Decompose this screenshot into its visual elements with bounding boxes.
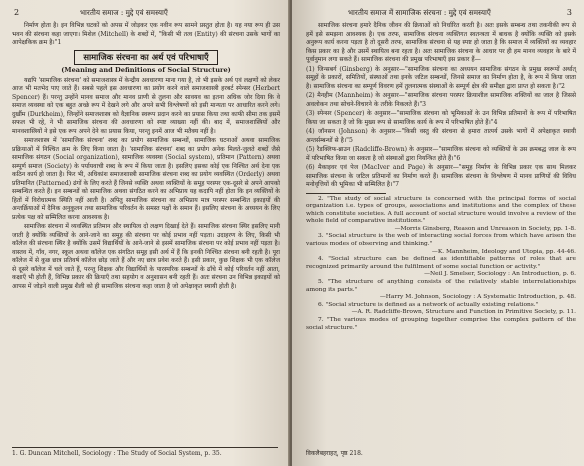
- definition-johnson: (4) जॉनसन (Johnson) के अनुसार—"किसी वस्तु की संरचना से हमारा तात्पर्य उसके भागों में अपेक्षाकृत स्थायी अन्तर्सम्बन्धों से है।"5: [306, 128, 576, 144]
- footnote-7: 7. "The various modes of grouping together comprise the complex pattern of the social structure.": [306, 317, 576, 331]
- left-running-title: भारतीय समाज : मुद्दे एवं समस्याएँ: [80, 8, 168, 17]
- definition-maciver-page: (6) मैकाइवर एवं पेज (MacIver and Page) के अनुसार—"समूह निर्माण के विभिन्न प्रकार एक साथ मिलकर सामाजिक संरचना के जटिल प्रतिमानों का निर्माण करते हैं। सामाजिक संरचना के विश्लेषण में मानव प्राणियों की विविध मनोवृत्तियों की भूमिका भी सम्मिलित है।"7: [306, 164, 576, 188]
- right-footer: विकलैबहराहत्, पृष्ठ 218.: [306, 450, 363, 457]
- footnote-5-source: —Harry M. Johnson, Sociology : A Systematic Introduction, p. 48.: [379, 294, 576, 301]
- left-paragraph-2: यद्यपि 'सामाजिक संरचना' को समाजशास्त्र में केन्द्रीय अवधारणा माना गया है, तो भी इसके अर्थ एवं लक्षणों को लेकर आज भी मतभेद पाए जाते हैं। सबसे पहले इस अवधारणा का प्रयोग करने वाले समाजशास्त्री हरबर्ट स्पेन्सर (Herbert Spencer) हैं। परन्तु उन्होंने मानव समाज और मानव प्राणी से तुलना और सावयव का इतना अधिक जोर दिया कि वे समाज व्यवस्था को एक बहुत अच्छे रूप में देखने लगे और अपने सभी विश्लेषणों को इसी मान्यता पर आधारित करने लगे। दुर्खीम (Durkheim), जिन्होंने समाजशास्त्र को वैज्ञानिक स्वरूप प्रदान करने का प्रयास किया तथा काफी सीमा तक इसमें सफल भी रहे, ने भी सामाजिक संरचना की अवधारणा को स्पष्ट व्याख्या नहीं की। बाद में, समाजशास्त्रियों और मानवशास्त्रियों ने इसे एक रूप अपने देने का प्रयास किया, परन्तु इनमें आज भी मतैक्य नहीं है।: [12, 76, 280, 135]
- section-heading-box: [12, 50, 280, 65]
- footnote-3-source: —K. Mannheim, Ideology and Utopia, pp. 44-46.: [431, 248, 576, 255]
- left-page-number: 2: [14, 8, 20, 17]
- left-page: [0, 0, 290, 466]
- left-header: [0, 6, 290, 20]
- definition-spencer: (3) स्पेन्सर (Spencer) के अनुसार—"सामाजिक संरचना को भूमिकाओं के उन विभिन्न प्रतिमानों के रूप में परिभाषित किया जा सकता है जो कि मुख्य रूप से सामाजिक कार्य के रूप में परिभाषित होते हैं।"4: [306, 110, 576, 126]
- footnote-6-source: —A. R. Radcliffe-Brown, Structure and Function in Primitive Society, p. 11.: [351, 309, 576, 316]
- right-text-column: [306, 22, 576, 332]
- footnote-4: 4. "Social structure can be defined as identifiable patterns of roles that are recognized primarily around the fulfilment of some social function or activity.": [306, 256, 576, 270]
- section-title: सामाजिक संरचना का अर्थ एवं परिभाषाएँ: [74, 50, 217, 65]
- definition-ginsberg: (1) जिन्सबर्ग (Ginsberg) के अनुसार—"सामाजिक संरचना का अध्ययन सामाजिक संगठन के प्रमुख स्वरूपों अर्थात् समूहों के प्रकारों, समितियों, संस्थाओं तथा इनके जटिल सम्बन्धों, जिनसे समाज का निर्माण होता है, के रूप में किया जाता है। सामाजिक संरचना का सम्पूर्ण विवरण हमें तुलनात्मक संस्थाओं के सम्पूर्ण क्षेत्र की समीक्षा द्वारा प्राप्त हो सकता है।"2: [306, 65, 576, 90]
- left-paragraph-3: समाजशास्त्र में 'सामाजिक संरचना' शब्द का प्रयोग सामाजिक सम्बन्धों, सामाजिक घटनाओं अथवा सामाजिक प्रक्रियाओं में निश्चित क्रम के लिए किया जाता है। 'सामाजिक संरचना' शब्द का प्रयोग अनेक मिलते-जुलते शब्दों जैसे सामाजिक संगठन (Social organization), सामाजिक व्यवस्था (Social system), प्रतिमान (Pattern) अथवा सम्पूर्ण समाज (Society) के पर्यायवाची शब्द के रूप में किया जाता है। इसलिए इसका कोई एक निश्चित अर्थ देना एक कठिन कार्य हो जाता है। फिर भी, अधिकांश समाजशास्त्री सामाजिक संरचना शब्द का प्रयोग व्यवस्थित (Orderly) अथवा प्रतिमानित (Patterned) ढंगों के लिए करते हैं जिनसे व्यक्ति अथवा व्यक्तियों के समूह परस्पर एक-दूसरे से अपने आपको सम्बन्धित करते हैं। इन सम्बन्धों को सामाजिक अथवा संगठित करने का अभिप्राय यह कदापि नहीं होता कि इन व्यक्तियों के हितों में विरोधात्मक स्थिति नहीं आती है। अपितु सामाजिक संरचना का अभिप्राय मात्र परस्पर सम्बन्धित इकाइयों की अन्तर्क्रियाओं में दैनिक अनुकूलन तथा सामाजिक परिवर्तन के समस्त पक्षों के समान हैं। इसलिए संरचना के अध्ययन के लिए प्रत्येक पक्ष को सम्मिलित करना आवश्यक है।: [12, 137, 280, 221]
- right-running-title: भारतीय समाज में सामाजिक संरचना : मुद्दे एवं समस्याएँ: [348, 8, 491, 17]
- section-subtitle: (Meaning and Definitions of Social Structure): [61, 65, 231, 74]
- footnote-3: 3. "Social structure is the web of interacting social forces from which have arisen the various modes of observing and thinking.": [306, 233, 576, 248]
- right-intro-paragraph: सामाजिक संरचना हमारे दैनिक जीवन की क्रियाओं को निर्धारित करती है। अतः इसके सम्बन्ध तथा तकनीकी रूप से हमें इसे समझना आवश्यक है। एक तरफ, सामाजिक संरचना व्यक्तिगत स्वतन्त्रता में बाधक है क्योंकि व्यक्ति को इसके अनुरूप कार्य करना पड़ता है तो दूसरी तरफ, सामाजिक संरचना से यह स्पष्ट हो जाता है कि समाज में व्यक्तियों का व्यवहार किस प्रकार का है और उसमें स्थायित्व बना रहता है। अतः सामाजिक संरचना के आधार पर ही हम मानव व्यवहार के बारे में पूर्वानुमान लगा सकते हैं। सामाजिक संरचना की प्रमुख परिभाषाएँ इस प्रकार हैं—: [306, 22, 576, 63]
- definition-mannheim: (2) मैनहीम (Mannheim) के अनुसार—"सामाजिक संरचना परस्पर क्रियाशील सामाजिक शक्तियों का जाल है जिससे अवलोकन तथा सोचने-विचारने के तरीके निकलते हैं।"3: [306, 92, 576, 108]
- footnote-rule: [306, 193, 386, 194]
- right-page-number: 3: [566, 8, 572, 17]
- footnote-5: 5. "The structure of anything consists of the relatively stable interrelationships among its parts.": [306, 279, 576, 293]
- right-header: [292, 6, 584, 20]
- footnote-6: 6. "Social structure is defined as a network of actually existing relations.": [318, 301, 539, 308]
- left-footnote: 1. G. Duncan Mitchell, Sociology : The Study of Social System, p. 35.: [12, 447, 278, 458]
- footnote-2: 2. "The study of social structure is concerned with the principal forms of social organization i.e. types of groups, associations and institutions and the complex of these which constitute societies. A full account of social structure would involve a review of the whole field of comparative institutions.": [306, 195, 576, 225]
- definition-radcliffe-brown: (5) रैडक्लिफ-ब्राउन (Radcliffe-Brown) के अनुसार—"सामाजिक संरचना को व्यक्तियों के उस क्रमबद्ध जाल के रूप में परिभाषित किया जा सकता है जो संस्थाओं द्वारा नियन्त्रित होते हैं।"6: [306, 146, 576, 162]
- right-page: [292, 0, 584, 466]
- left-paragraph-1: निर्माण होता है। इन विभिन्न घटकों को अपस में जोड़कर एक नवीन रूप सामने प्रस्तुत होता है। यह नया रूप ही उस भवन की संरचना कहा जाएगा। मिशेल (Mitchell) के शब्दों में, "किसी भी तत्व (Entity) की संरचना उसके भागों का आपेक्षकिक क्रम है।"1: [12, 22, 280, 46]
- footnote-4-source: —Neil J. Smelser, Sociology : An Introduction, p. 6.: [424, 271, 576, 278]
- footnote-2-source: —Morris Ginsberg, Reason and Unreason in Society, pp. 1-8.: [394, 225, 576, 232]
- left-text-column: [12, 22, 280, 292]
- left-paragraph-4: सामाजिक संरचना में व्यवस्थित प्रतिमान और स्थायित्व दो लक्षण दिखाई देते हैं। सामाजिक संरचना स्थिर इसलिए मानी जाती है क्योंकि व्यक्तियों के आने-जाने का समूह की संरचना पर कोई प्रभाव नहीं पड़ता। उदाहरण के लिए, किसी भी कॉलेज की संरचना स्थिर है क्योंकि उसमें विद्यार्थियों के आने-जाने से इसमें सामाजिक संरचना पर कोई प्रभाव नहीं पड़ता है। वास्तव में, गाँव, नगर, स्कूल अथवा कॉलेज एक संगठित समूह इसी अर्थ में हैं कि इनकी निश्चित संरचना बनी रहती है। पूरा कॉलेज में से कुछ छात्र प्रतिवर्ष कॉलेज छोड़ जाते हैं और नए छात्र प्रवेश करते हैं। इसी प्रकार, कुछ शिक्षक भी एक कॉलेज से दूसरे कॉलेज में चले जाते हैं, परन्तु शिक्षक और विद्यार्थियों के पारस्परिक सम्बन्धों के ढाँचे में कोई परिवर्तन नहीं आता, कक्षाएँ भी होती हैं, विभिन्न प्रकार की क्रियाएँ तथा सहयोग व अनुशासन बनी रहती हैं। अतः संरचना उन विभिन्न इकाइयों को आपस में जोड़ने वाली प्रमुख शैली को ही सामाजिक संरचना कहा जाता है जो अपेक्षाकृत स्थायी होती है।: [12, 223, 280, 290]
